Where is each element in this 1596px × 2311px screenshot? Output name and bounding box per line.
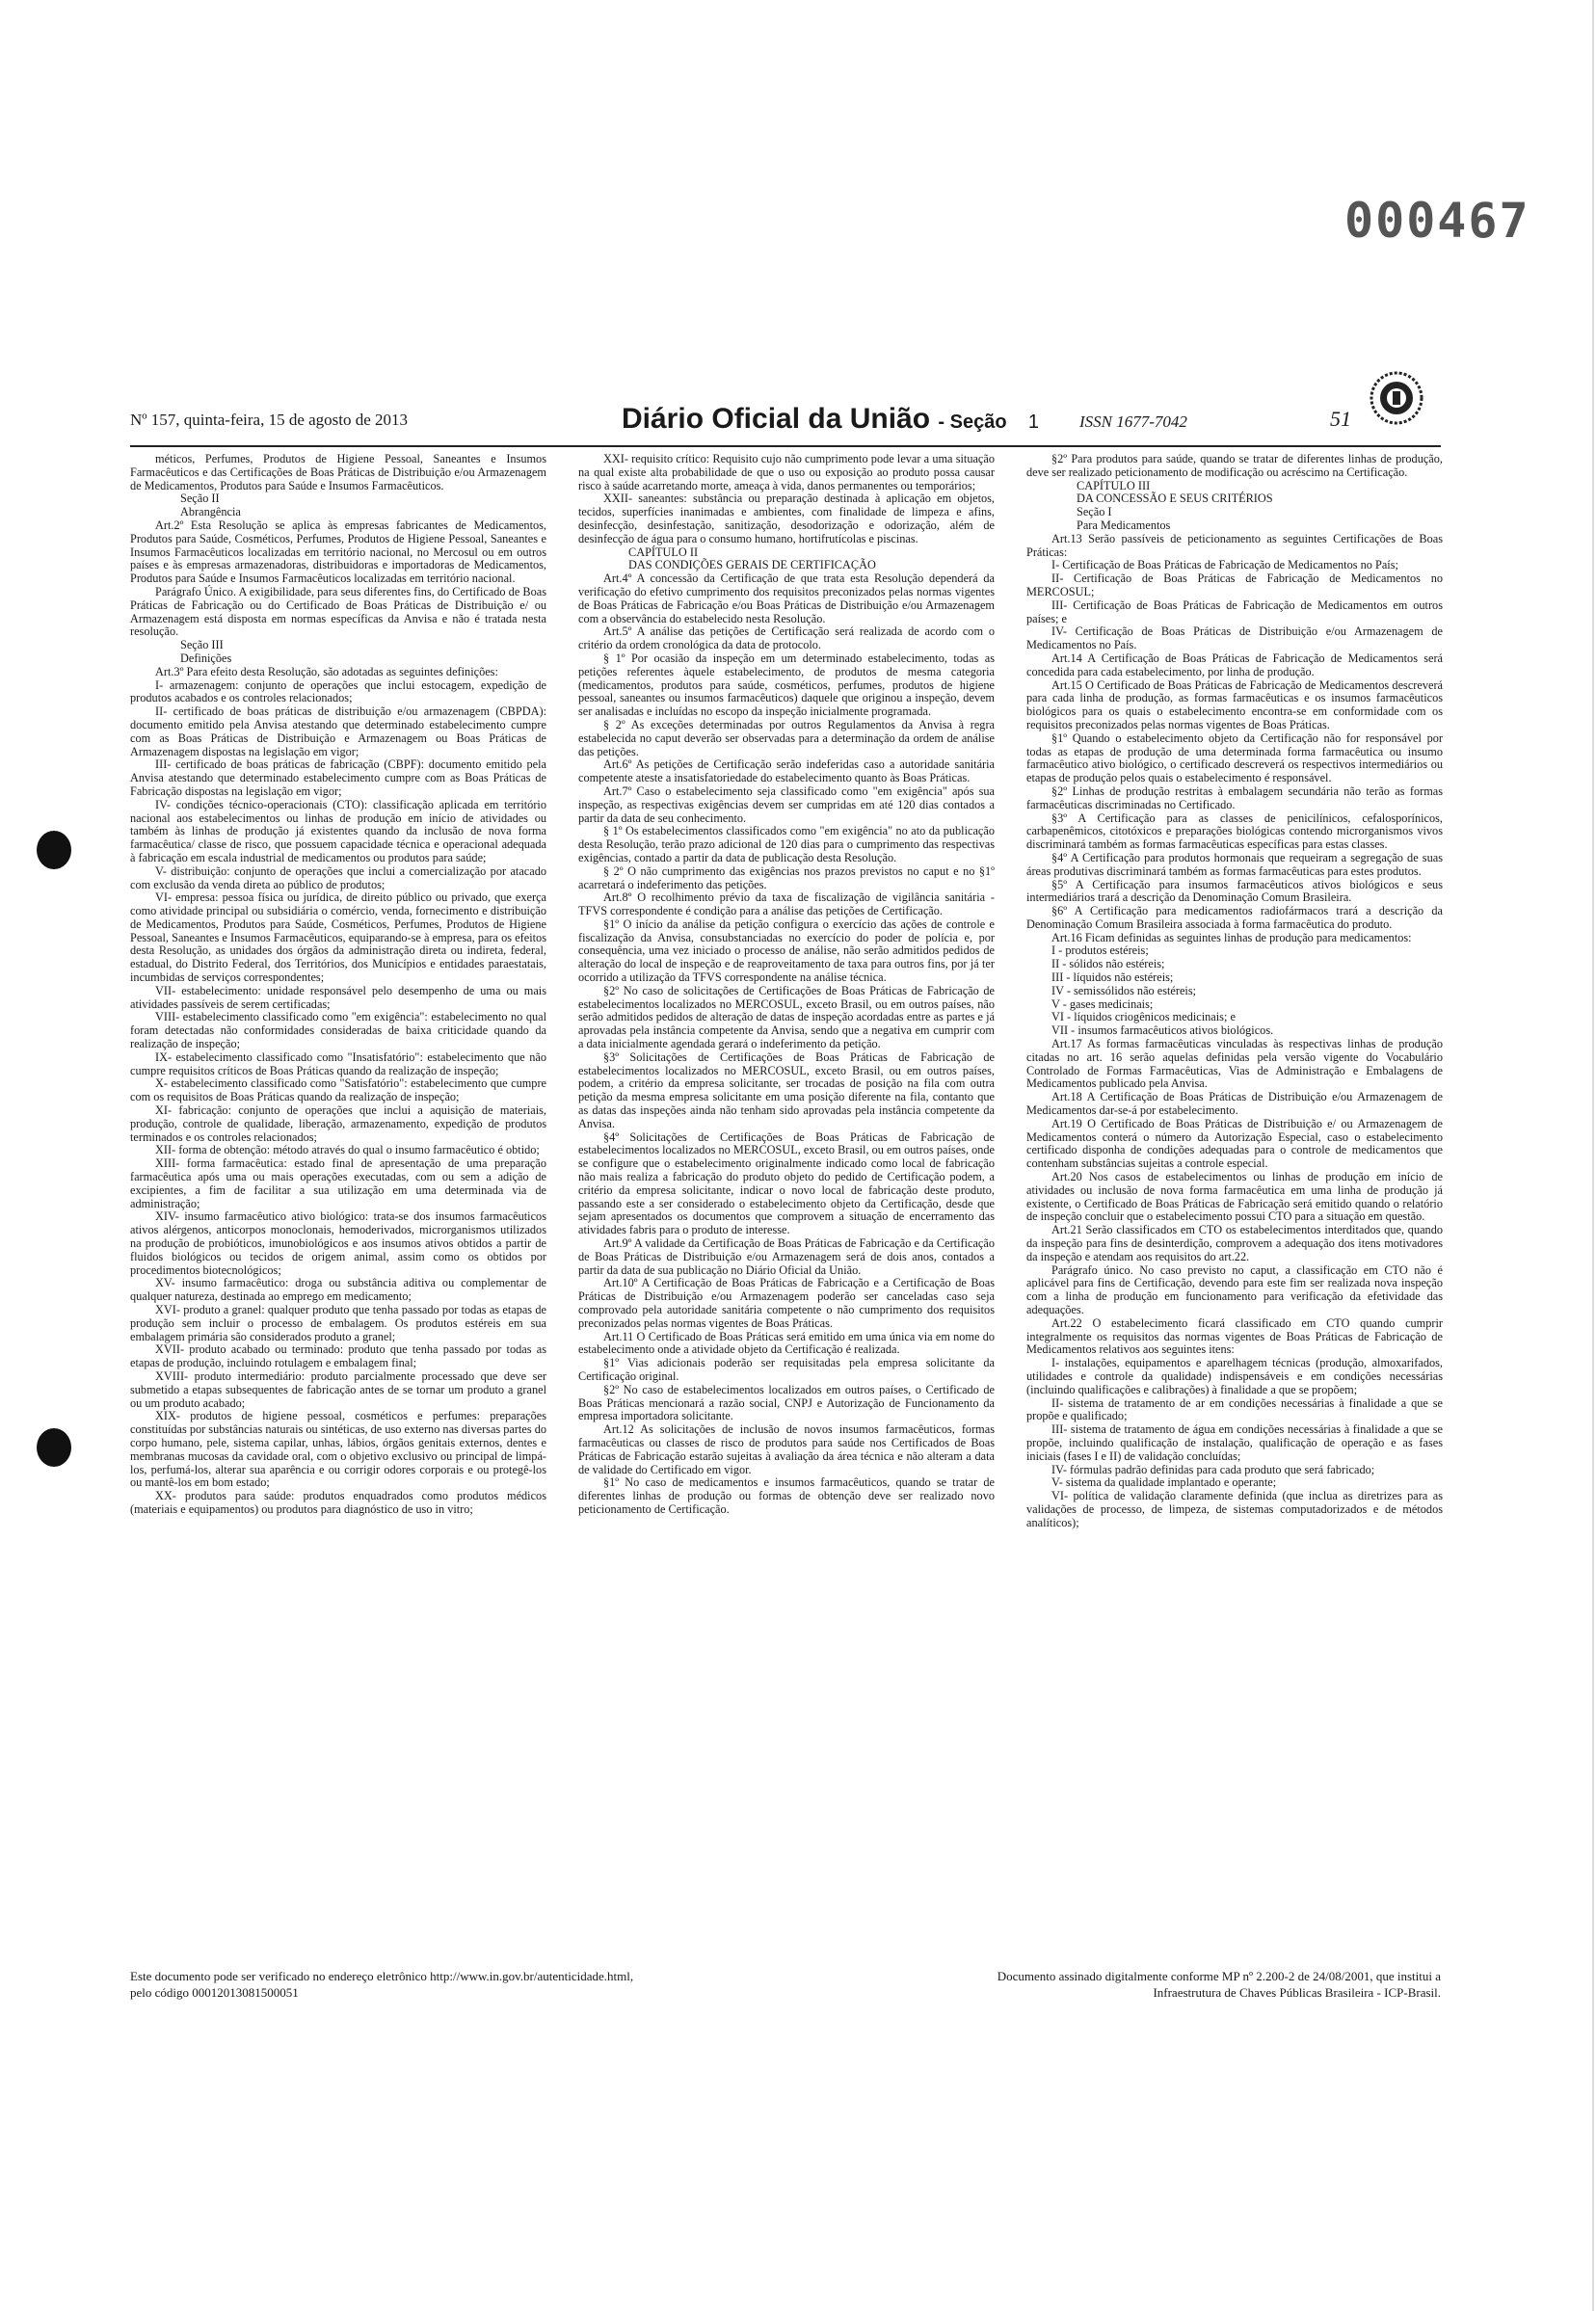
- section-heading: Abrangência: [180, 505, 241, 519]
- paragraph: XVII- produto acabado ou terminado: produto que tenha passado por todas as etapas de produção, incluindo rotulagem e embalagem final;: [130, 1342, 546, 1370]
- paragraph: Art.21 Serão classificados em CTO os estabelecimentos interditados que, quando da inspeção para fins de desinterdição, comprovem a adequação dos itens motivadores da inspeção e atendam aos requisitos do art.22.: [1026, 1223, 1443, 1263]
- paragraph: VIII- estabelecimento classificado como "em exigência": estabelecimento no qual foram detectadas não conformidades consideradas de baixa criticidade quando da realização de inspeção;: [130, 1010, 546, 1051]
- verification-note: [130, 1968, 747, 2001]
- paragraph: V- distribuição: conjunto de operações que inclui a comercialização por atacado com exclusão da venda direta ao público de produtos;: [130, 863, 546, 891]
- paragraph: Art.15 O Certificado de Boas Práticas de Fabricação de Medicamentos descreverá para cada linha de produção, as formas farmacêuticas e os insumos farmacêuticos biológicos para os quais o estabelecimento encontra-se em conformidade com os requisitos preconizados pelas normas vigentes de Boas Práticas.: [1026, 677, 1443, 731]
- paragraph: §1º Vias adicionais poderão ser requisitadas pela empresa solicitante da Certificação original.: [578, 1356, 995, 1383]
- issue-info: Nº 157, quinta-feira, 15 de agosto de 2013: [130, 411, 409, 429]
- paragraph: § 1º Por ocasião da inspeção em um determinado estabelecimento, todas as petições referentes àquele estabelecimento, de produtos de mesma categoria (medicamentos, produtos para saúde, cosméticos, perfumes, produtos de higiene pessoal, saneantes ou insumos farmacêuticos) daquele que originou a inspeção, devem ser analisadas e incluídas no escopo da inspeção inicialmente programada.: [578, 651, 995, 719]
- paragraph: Art.16 Ficam definidas as seguintes linhas de produção para medicamentos:: [1051, 930, 1412, 944]
- paragraph: VII - insumos farmacêuticos ativos biológicos.: [1051, 1023, 1274, 1038]
- paragraph: §6º A Certificação para medicamentos radiofármacos trará a descrição da Denominação Comum Brasileira associada à forma farmacêutica do produto.: [1026, 904, 1443, 931]
- paragraph: IV - semissólidos não estéreis;: [1051, 983, 1197, 997]
- paragraph: V- sistema da qualidade implantado e operante;: [1051, 1475, 1277, 1490]
- paragraph: Parágrafo único. No caso previsto no caput, a classificação em CTO não é aplicável para fins de Certificação, devendo para este fim ser realizada nova inspeção com a linha de produção em funcionamento para verificação da efetividade das adequações.: [1026, 1262, 1443, 1316]
- paragraph: Art.7º Caso o estabelecimento seja classificado como "em exigência" após sua inspeção, as respectivas exigências devem ser cumpridas em até 120 dias contados a partir da data de seu conhecimento.: [578, 784, 995, 825]
- signature-note: [891, 1968, 1441, 2001]
- paragraph: X- estabelecimento classificado como "Satisfatório": estabelecimento que cumpre com os requisitos de Boas Práticas quando da realização de inspeção;: [130, 1076, 546, 1104]
- text-column-1: [130, 453, 546, 1942]
- text-column-3: [1026, 453, 1443, 1942]
- section-heading: Seção III: [180, 638, 224, 652]
- section-heading: CAPÍTULO II: [628, 545, 699, 559]
- paragraph: VI - líquidos criogênicos medicinais; e: [1051, 1010, 1236, 1024]
- paragraph: XXII- saneantes: substância ou preparação destinada à aplicação em objetos, tecidos, superfícies inanimadas e ambientes, com finalidade de limpeza e afins, desinfecção, desinfestação, sanitização, desodorização e odorização, além de desinfecção de água para o consumo humano, hortifrutícolas e piscinas.: [578, 491, 995, 545]
- paragraph: I- instalações, equipamentos e aparelhagem técnicas (produção, almoxarifados, utilidades e controle da qualidade) indispensáveis e em condições necessárias (incluindo qualificações e calibrações) à finalidade a que se propõem;: [1026, 1356, 1443, 1396]
- paragraph: XI- fabricação: conjunto de operações que inclui a aquisição de materiais, produção, controle de qualidade, liberação, armazenamento, expedição de produtos terminados e os controles relacionados;: [130, 1103, 546, 1144]
- section-heading: Seção I: [1077, 505, 1112, 519]
- paragraph: Art.9º A validade da Certificação de Boas Práticas de Fabricação e da Certificação de Boas Práticas de Distribuição e/ou Armazenagem será de dois anos, contados a partir da data de sua publicação no Diário Oficial da União.: [578, 1236, 995, 1277]
- paragraph: III - líquidos não estéreis;: [1051, 970, 1174, 985]
- paragraph: Art.14 A Certificação de Boas Práticas de Fabricação de Medicamentos será concedida para cada estabelecimento, por linha de produção.: [1026, 651, 1443, 678]
- paragraph: §3º A Certificação para as classes de penicilínicos, cefalosporínicos, carbapenêmicos, citotóxicos e preparações biológicas contendo microrganismos vivos discriminará também as formas farmacêuticas específicas para estas classes.: [1026, 810, 1443, 852]
- paragraph: II - sólidos não estéreis;: [1051, 957, 1165, 971]
- paragraph: §1º No caso de medicamentos e insumos farmacêuticos, quando se tratar de diferentes linhas de produção ou formas de obtenção deve ser realizado novo peticionamento de Certificação.: [578, 1475, 995, 1516]
- paragraph: V - gases medicinais;: [1051, 996, 1154, 1011]
- page-number: 51: [1330, 407, 1351, 431]
- paragraph: IX- estabelecimento classificado como "Insatisfatório": estabelecimento que não cumpre requisitos críticos de Boas Práticas quando da realização de inspeção;: [130, 1049, 546, 1077]
- paragraph: VII- estabelecimento: unidade responsável pelo desempenho de uma ou mais atividades passíveis de serem certificadas;: [130, 983, 546, 1011]
- paragraph: Art.20 Nos casos de estabelecimentos ou linhas de produção em início de atividades ou inclusão de nova forma farmacêutica em uma linha de produção já existente, o Certificado de Boas Práticas de Fabricação será emitido quando o relatório de inspeção concluir que o estabelecimento possui CTO para a situação em questão.: [1026, 1170, 1443, 1224]
- paragraph: §1º O início da análise da petição configura o exercício das ações de controle e fiscalização da Anvisa, consubstanciadas no exercício do poder de polícia e, por consequência, uma vez iniciado o processo de análise, não serão admitidos pedidos de alteração do local de inspeção e de reaproveitamento de taxa para outros fins, por já ter ocorrido a utilização da TFVS correspondente na análise técnica.: [578, 916, 995, 985]
- verification-url-line: Este documento pode ser verificado no endereço eletrônico http://www.in.gov.br/autenticidade.html,: [130, 1969, 634, 1983]
- signature-line-1: Documento assinado digitalmente conforme MP nº 2.200-2 de 24/08/2001, que institui a: [997, 1969, 1441, 1983]
- paragraph: Art.8º O recolhimento prévio da taxa de fiscalização de vigilância sanitária - TFVS correspondente é condição para a análise das petições de Certificação.: [578, 890, 995, 918]
- paragraph: III- Certificação de Boas Práticas de Fabricação de Medicamentos em outros países; e: [1026, 598, 1443, 625]
- paragraph: Art.5º A análise das petições de Certificação será realizada de acordo com o critério da ordem cronológica da data de protocolo.: [578, 624, 995, 652]
- page-header: [130, 405, 1441, 447]
- paragraph: II- Certificação de Boas Práticas de Fabricação de Medicamentos no MERCOSUL;: [1026, 571, 1443, 598]
- paragraph: III- sistema de tratamento de água em condições necessárias à finalidade a que se propõe, incluindo qualificação de instalação, qualificação de operação e as fases iniciais (fases I e II) de validação concluídas;: [1026, 1422, 1443, 1463]
- paragraph: Art.3º Para efeito desta Resolução, são adotadas as seguintes definições:: [155, 664, 498, 678]
- section-heading: Para Medicamentos: [1077, 518, 1171, 532]
- issn: ISSN 1677-7042: [1079, 412, 1187, 431]
- paragraph: §2º No caso de estabelecimentos localizados em outros países, o Certificado de Boas Práticas mencionará a razão social, CNPJ e Autorização de Funcionamento da empresa importadora solicitante.: [578, 1382, 995, 1423]
- section-number: 1: [1027, 412, 1040, 433]
- paragraph: Art.2º Esta Resolução se aplica às empresas fabricantes de Medicamentos, Produtos para Saúde, Cosméticos, Perfumes, Produtos de Higiene Pessoal, Saneantes e Insumos Farmacêuticos localizadas em território nacional, no Mercosul ou em outros países e às empresas armazenadoras, distribuidoras e importadoras de Medicamentos, Produtos para Saúde e Insumos Farmacêuticos localizadas em território nacional.: [130, 518, 546, 586]
- section-heading: DAS CONDIÇÕES GERAIS DE CERTIFICAÇÃO: [628, 558, 876, 572]
- paragraph: XIV- insumo farmacêutico ativo biológico: trata-se dos insumos farmacêuticos ativos alérgenos, anticorpos monoclonais, hemoderivados, microrganismos utilizados na produção de probióticos, imunobiológicos e aos insumos ativos obtidos a partir de fluidos biológicos ou tecidos de origem animal, assim como os obtidos por procedimentos biotecnológicos;: [130, 1209, 546, 1277]
- article-body: [130, 453, 1441, 1942]
- paragraph: § 2º O não cumprimento das exigências nos prazos previstos no caput e no §1º acarretará o indeferimento das petições.: [578, 863, 995, 891]
- paragraph: XXI- requisito crítico: Requisito cujo não cumprimento pode levar a uma situação na qual existe alta probabilidade de que o uso ou exposição ao produto possa causar risco à saúde acarretando morte, ameaça à vida, danos permanentes ou temporários;: [578, 453, 995, 492]
- scan-edge: [1592, 0, 1594, 2311]
- section-heading: DA CONCESSÃO E SEUS CRITÉRIOS: [1077, 491, 1273, 506]
- verification-code-line: pelo código 00012013081500051: [130, 1985, 299, 2000]
- paragraph: I- Certificação de Boas Práticas de Fabricação de Medicamentos no País;: [1051, 558, 1398, 572]
- paragraph: § 2º As exceções determinadas por outros Regulamentos da Anvisa à regra estabelecida no caput deverão ser observadas para a determinação da ordem de análise das petições.: [578, 717, 995, 758]
- punch-hole: [37, 1428, 71, 1467]
- paragraph: § 1º Os estabelecimentos classificados como "em exigência" no ato da publicação desta Resolução, terão prazo adicional de 120 dias para o cumprimento das respectivas exigências, contado a partir da data de publicação desta Resolução.: [578, 824, 995, 864]
- paragraph: IV- fórmulas padrão definidas para cada produto que será fabricado;: [1051, 1462, 1375, 1476]
- paragraph: Art.10º A Certificação de Boas Práticas de Fabricação e a Certificação de Boas Práticas de Distribuição e/ou Armazenagem poderão ser canceladas caso seja comprovado pela autoridade sanitária competente o não cumprimento dos requisitos preconizados pelas normas vigentes de Boas Práticas.: [578, 1276, 995, 1330]
- signature-line-2: Infraestrutura de Chaves Públicas Brasileira - ICP-Brasil.: [1153, 1985, 1441, 2000]
- paragraph: §2º Linhas de produção restritas à embalagem secundária não terão as formas farmacêuticas discriminadas no Certificado.: [1026, 784, 1443, 811]
- paragraph: Art.6º As petições de Certificação serão indeferidas caso a autoridade sanitária competente ateste a insatisfatoriedade do estabelecimento quanto às Boas Práticas.: [578, 757, 995, 785]
- text-column-2: [578, 453, 995, 1942]
- paragraph: XV- insumo farmacêutico: droga ou substância aditiva ou complementar de qualquer natureza, destinada ao emprego em medicamento;: [130, 1276, 546, 1304]
- paragraph: I- armazenagem: conjunto de operações que inclui estocagem, expedição de produtos acabados e os controles relacionados;: [130, 677, 546, 705]
- paragraph: IV- Certificação de Boas Práticas de Distribuição e/ou Armazenagem de Medicamentos no País.: [1026, 624, 1443, 652]
- section-heading: CAPÍTULO III: [1077, 478, 1151, 492]
- paragraph: §4º A Certificação para produtos hormonais que requeiram a segregação de suas áreas produtivas discriminará também as formas farmacêuticas para estes produtos.: [1026, 850, 1443, 878]
- paragraph: §4º Solicitações de Certificações de Boas Práticas de Fabricação de estabelecimentos localizados no MERCOSUL, exceto Brasil, ou em outros países, onde se configure que o estabelecimento originalmente indicado como local de fabricação não mais realiza a fabricação do produto objeto do pedido de Certificação podem, a critério da empresa solicitante, indicar o novo local de fabricação deste produto, passando este a ser considerado o estabelecimento objeto da Certificação, desde que sejam apresentados os documentos que comprovem a situação de encerramento das atividades fabris para o produto de interesse.: [578, 1129, 995, 1237]
- paragraph: méticos, Perfumes, Produtos de Higiene Pessoal, Saneantes e Insumos Farmacêuticos e das Certificações de Boas Práticas de Distribuição e/ou Armazenagem de Medicamentos, Produtos para Saúde e Insumos Farmacêuticos.: [130, 453, 546, 492]
- paragraph: §5º A Certificação para insumos farmacêuticos ativos biológicos e seus intermediários trará a descrição da Denominação Comum Brasileira.: [1026, 877, 1443, 905]
- paragraph: II- certificado de boas práticas de distribuição e/ou armazenagem (CBPDA): documento emitido pela Anvisa atestando que determinado estabelecimento cumpre com as Boas Práticas de Distribuição e Armazenagem ou Boas Práticas de Armazenagem dispostas na legislação em vigor;: [130, 704, 546, 758]
- paragraph: §2º Para produtos para saúde, quando se tratar de diferentes linhas de produção, deve ser realizado peticionamento de modificação ou acréscimo na Certificação.: [1026, 453, 1443, 479]
- imprensa-nacional-seal-icon: [1369, 370, 1424, 426]
- paragraph: Parágrafo Único. A exigibilidade, para seus diferentes fins, do Certificado de Boas Práticas de Fabricação ou do Certificado de Boas Práticas de Distribuição e/ ou Armazenagem está disposta em normas específicas da Anvisa e não é tratada nesta resolução.: [130, 584, 546, 639]
- paragraph: Art.4º A concessão da Certificação de que trata esta Resolução dependerá da verificação do efetivo cumprimento dos requisitos preconizados pelas normas vigentes de Boas Práticas de Fabricação e/ou Boas Práticas de Distribuição e/ou Armazenagem com a observância do estabelecido nesta Resolução.: [578, 571, 995, 625]
- paragraph: Art.17 As formas farmacêuticas vinculadas às respectivas linhas de produção citadas no art. 16 serão aquelas definidas pela versão vigente do Vocabulário Controlado de Formas Farmacêuticas, Vias de Administração e Embalagens de Medicamentos publicado pela Anvisa.: [1026, 1037, 1443, 1091]
- paragraph: III- certificado de boas práticas de fabricação (CBPF): documento emitido pela Anvisa atestando que determinado estabelecimento cumpre com as Boas Práticas de Fabricação dispostas na legislação em vigor;: [130, 757, 546, 798]
- paragraph: Art.11 O Certificado de Boas Práticas será emitido em uma única via em nome do estabelecimento onde a atividade objeto da Certificação é realizada.: [578, 1329, 995, 1357]
- newspaper-title: [622, 403, 1039, 436]
- paragraph: XII- forma de obtenção: método através do qual o insumo farmacêutico é obtido;: [155, 1143, 540, 1157]
- section-label: - Seção: [938, 412, 1007, 433]
- paragraph: XX- produtos para saúde: produtos enquadrados como produtos médicos (materiais e equipamentos) ou produtos para diagnóstico de uso in vitro;: [130, 1489, 546, 1516]
- paragraph: II- sistema de tratamento de ar em condições necessárias à finalidade a que se propõe e qualificado;: [1026, 1395, 1443, 1423]
- paragraph: I - produtos estéreis;: [1051, 943, 1149, 958]
- paragraph: Art.19 O Certificado de Boas Práticas de Distribuição e/ ou Armazenagem de Medicamentos conterá o número da Autorização Especial, caso o estabelecimento certificado disponha de condições adequadas para o controle de medicamentos que contenham substâncias sujeitas a controle especial.: [1026, 1116, 1443, 1171]
- paragraph: Art.18 A Certificação de Boas Práticas de Distribuição e/ou Armazenagem de Medicamentos dar-se-á por estabelecimento.: [1026, 1090, 1443, 1118]
- paragraph: §3º Solicitações de Certificações de Boas Práticas de Fabricação de estabelecimentos localizados no MERCOSUL, exceto Brasil, ou em outros países, podem, a critério da empresa solicitante, ser trocadas de posição na fila com outra petição da mesma empresa solicitante em uma posição diferente na fila, contanto que as datas das inspeções ainda não tenham sido aprovadas pela instância competente da Anvisa.: [578, 1049, 995, 1130]
- section-heading: Definições: [180, 651, 232, 665]
- paragraph: XIX- produtos de higiene pessoal, cosméticos e perfumes: preparações constituídas por substâncias naturais ou sintéticas, de uso externo nas diversas partes do corpo humano, pele, sistema capilar, unhas, lábios, órgãos genitais externos, dentes e membranas mucosas da cavidade oral, com o objetivo exclusivo ou principal de limpá-los, perfumá-los, alterar sua aparência e ou corrigir odores corporais e ou protegê-los ou mantê-los em bom estado;: [130, 1409, 546, 1490]
- paragraph: Art.12 As solicitações de inclusão de novos insumos farmacêuticos, formas farmacêuticas ou classes de risco de produtos para saúde nos Certificados de Boas Práticas de Fabricação estarão sujeitas à avaliação da área técnica e não alteram a data de validade do Certificado em vigor.: [578, 1422, 995, 1476]
- page-stamp-number: 000467: [1344, 193, 1530, 249]
- paragraph: §2º No caso de solicitações de Certificações de Boas Práticas de Fabricação de estabelecimentos localizados no MERCOSUL, exceto Brasil, ou em outros países, não serão admitidos pedidos de alteração de datas de inspeção acordadas entre as partes e já aprovadas pela instância competente da Anvisa, sendo que a negativa em cumprir com a data inicialmente agendada gerará o indeferimento da petição.: [578, 983, 995, 1051]
- paragraph: XVIII- produto intermediário: produto parcialmente processado que deve ser submetido a etapas subsequentes de fabricação antes de se tornar um produto a granel ou um produto acabado;: [130, 1368, 546, 1410]
- punch-hole: [37, 831, 71, 869]
- paragraph: Art.13 Serão passíveis de peticionamento as seguintes Certificações de Boas Práticas:: [1026, 531, 1443, 559]
- section-heading: Seção II: [180, 491, 220, 506]
- paragraph: VI- empresa: pessoa física ou jurídica, de direito público ou privado, que exerça como atividade principal ou subsidiária o comércio, venda, fornecimento e distribuição de Medicamentos, Produtos para Saúde, Cosméticos, Perfumes, Produtos de Higiene Pessoal, Saneantes e Insumos Farmacêuticos, equiparando-se à empresa, para os efeitos desta Resolução, as unidades dos órgãos da administração direta ou indireta, federal, estadual, do Distrito Federal, dos Territórios, dos Municípios e entidades paraestatais, incumbidas de serviços correspondentes;: [130, 890, 546, 985]
- paragraph: XIII- forma farmacêutica: estado final de apresentação de uma preparação farmacêutica após uma ou mais operações executadas, com ou sem a adição de excipientes, a fim de facilitar a sua utilização em uma determinada via de administração;: [130, 1156, 546, 1210]
- paragraph: XVI- produto a granel: qualquer produto que tenha passado por todas as etapas de produção sem incluir o processo de embalagem. Os produtos estéreis em sua embalagem primária são considerados produto a granel;: [130, 1303, 546, 1343]
- paragraph: VI- política de validação claramente definida (que inclua as diretrizes para as validações de processo, de limpeza, de sistemas computadorizados e de métodos analíticos);: [1026, 1489, 1443, 1529]
- paragraph: IV- condições técnico-operacionais (CTO): classificação aplicada em território nacional aos estabelecimentos ou linhas de produção em início de atividades ou também às linhas de produção já existentes quando da inclusão de nova forma farmacêutica/ classe de risco, que possuem capacidade técnica e operacional adequada à fabricação em escala industrial de medicamentos ou produtos para saúde;: [130, 797, 546, 864]
- paragraph: Art.22 O estabelecimento ficará classificado em CTO quando cumprir integralmente os requisitos das normas vigentes de Boas Práticas de Fabricação de Medicamentos relativos aos seguintes itens:: [1026, 1315, 1443, 1357]
- paragraph: §1º Quando o estabelecimento objeto da Certificação não for responsável por todas as etapas de produção de uma determinada forma farmacêutica ou insumo farmacêutico ativo biológico, o certificado descreverá os respectivos intermediários ou etapas de produção pelos quais o estabelecimento é responsável.: [1026, 730, 1443, 785]
- title-text: Diário Oficial da União: [622, 403, 931, 435]
